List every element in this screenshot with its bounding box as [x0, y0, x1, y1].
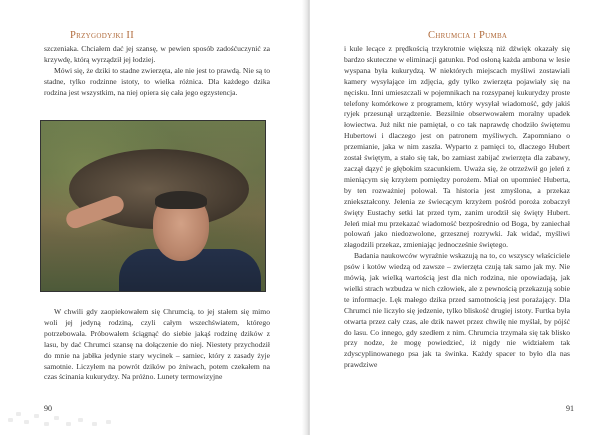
page-number-left: 90 — [44, 404, 52, 413]
running-header-left: Przygodyjki II — [70, 30, 134, 41]
paragraph: W chwili gdy zaopiekowałem się Chrumcią, to jej stałem się mimo woli jej jedyną rodziną, czyli całym wszechświatem, którego potrzebowała. Próbowałem ściągnąć do siebie jakąś rodzinę dzików z lasu, by dać Chrumci szansę na dołączenie do niej. Niestety przychodził do mnie na jabłka jedynie stary wycinek – samiec, który z zasady żyje samotnie. Liczyłem na powrót dzików po żniwach, potem czekałem na czas ścinania kukurydzy. Na próżno. Lunety termowizyjne — [44, 307, 270, 382]
page-number-right: 91 — [566, 404, 574, 413]
photo-man-with-boar — [40, 120, 266, 292]
paragraph: Mówi się, że dziki to stadne zwierzęta, ale nie jest to prawdą. Nie są to stadne, tylko rodzinne istoty, to wielka różnica. Dla każdego dzika rodzina jest wszystkim, na niej opiera się cała jego egzystencja. — [44, 65, 270, 97]
left-page — [0, 0, 306, 435]
paragraph: szczeniaka. Chciałem dać jej szansę, w pewien sposób zadośćuczynić za krzywdę, którą wyrządził jej łodziej. — [44, 44, 270, 64]
decorative-dots — [8, 400, 128, 430]
man-figure — [111, 191, 261, 291]
body-text-top — [44, 44, 270, 99]
running-header-right: Chrumcia i Pumba — [428, 30, 508, 41]
paragraph: i kule lecące z prędkością trzykrotnie większą niż dźwięk okazały się bardzo skuteczne w eliminacji gatunku. Pod osłoną każda ambona w lesie wyspana była kukurydzą. W niektórych miejscach myśliwi zostawiali kamery wysyłające im zdjęcia, gdy tylko zwierzęta pojawiały się na nęcisku. Inni umieszczali w pojemnikach na rozsypanej kukurydzy proste telefony komórkowe z programem, który wysyłał wiadomość, gdy jakiś ryjek przesunął urządzenie. Bezsilnie obserwowałem moralny upadek łowiectwa. Już nikt nie pamiętał, o co tak naprawdę chodziło świętemu Hubertowi i dlaczego jest on patronem myśliwych. Zapomniano o przemianie, jaka w nim zaszła. Wyparto z pamięci to, dlaczego Hubert został świętym, a stało się tak, bo zamiast zabijać zwierzęta dla zabawy, zaczął dązyć je głębokim szacunkiem. Uważa się, że otrzeźwił go jeleń z mieniącym się krzyżem pomiędzy porożem. Miał on upomnieć Huberta, by ten rozważniej polował. Ta historia jest zmyślona, a przekaz zniekształcony. Jelenia ze świecącym krzyżem pośród poroża zobaczył święty Eustachy setki lat przed tym, zanim urodził się święty Hubert. Jeleń miał mu przekazać wiadomość bezpośrednio od Boga, by zaniechał polowań jako niedozwolone, grzesznej rozrywki. Jak widać, myśliwi złagodzili przekaz, zmieniając jednocześnie świętego. — [344, 44, 570, 250]
hair — [155, 191, 207, 209]
paragraph: Badania naukowców wyraźnie wskazują na to, co wszyscy właściciele psów i kotów wiedzą od zawsze – zwierzęta czują tak samo jak my. Nie mówią, jak wielką wartością jest dla nich rodzina, nie opowiadają, jak wielki strach wzbudza w nich człowiek, ale z pewnością przekazują sobie te informacje. Lęk małego dzika przed samotnością jest porażający. Dla Chrumci nie liczyło się jedzenie, tylko bliskość drugiej istoty. Furtka była otwarta przez cały czas, ale dzik nawet przez chwilę nie myślał, by pójść do lasu. Co innego, gdy szedłem z nim. Chrumcia trzymała się tak blisko przy nodze, że mogę powiedzieć, iż nigdy nie widziałem tak zdyscyplinowanego psa jak ta świnka. Każdy spacer to było dla nas prawdziwe — [344, 251, 570, 370]
body-text-right — [344, 44, 570, 371]
body-text-bottom — [44, 307, 270, 383]
right-page — [310, 0, 616, 435]
